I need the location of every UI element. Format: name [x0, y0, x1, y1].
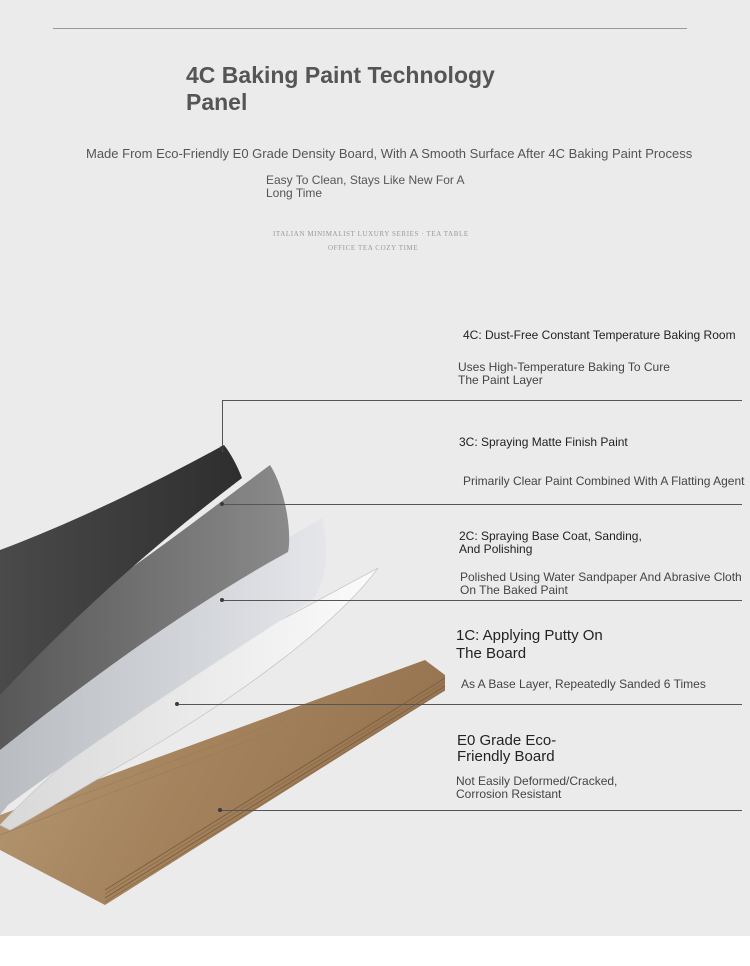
page-title: 4C Baking Paint Technology Panel — [186, 62, 495, 115]
connector-line-4c-vertical — [222, 400, 223, 452]
layer-2c-title: 2C: Spraying Base Coat, Sanding, And Polishing — [459, 529, 642, 556]
layered-panel-illustration — [0, 420, 450, 920]
connector-dot-2c — [220, 598, 224, 602]
connector-dot-3c — [220, 502, 224, 506]
series-subcaption: OFFICE TEA COZY TIME — [328, 244, 419, 252]
connector-line-2c — [224, 600, 742, 601]
layer-1c-desc: As A Base Layer, Repeatedly Sanded 6 Times — [461, 677, 706, 691]
connector-line-1c — [179, 704, 742, 705]
connector-dot-1c — [175, 702, 179, 706]
description-line-2: Easy To Clean, Stays Like New For A Long Time — [266, 173, 464, 200]
layer-e0-desc: Not Easily Deformed/Cracked, Corrosion Resistant — [456, 774, 618, 801]
connector-dot-e0 — [218, 808, 222, 812]
layer-4c-title: 4C: Dust-Free Constant Temperature Baking Room — [463, 328, 736, 342]
top-divider — [53, 28, 687, 29]
connector-line-3c — [224, 504, 742, 505]
series-caption: ITALIAN MINIMALIST LUXURY SERIES · TEA TABLE — [273, 230, 469, 238]
layer-1c-title: 1C: Applying Putty On The Board — [456, 627, 603, 662]
layer-3c-desc: Primarily Clear Paint Combined With A Flatting Agent — [463, 474, 745, 488]
layer-4c-desc: Uses High-Temperature Baking To Cure The Paint Layer — [458, 360, 670, 387]
connector-dot-4c — [220, 446, 224, 450]
description-line-1: Made From Eco-Friendly E0 Grade Density Board, With A Smooth Surface After 4C Baking Paint Process — [86, 146, 693, 161]
layer-3c-title: 3C: Spraying Matte Finish Paint — [459, 435, 628, 449]
layer-e0-title: E0 Grade Eco-Friendly Board — [457, 732, 557, 765]
connector-line-4c — [222, 400, 742, 401]
connector-line-e0 — [222, 810, 742, 811]
layer-2c-desc: Polished Using Water Sandpaper And Abrasive Cloth On The Baked Paint — [460, 570, 742, 597]
